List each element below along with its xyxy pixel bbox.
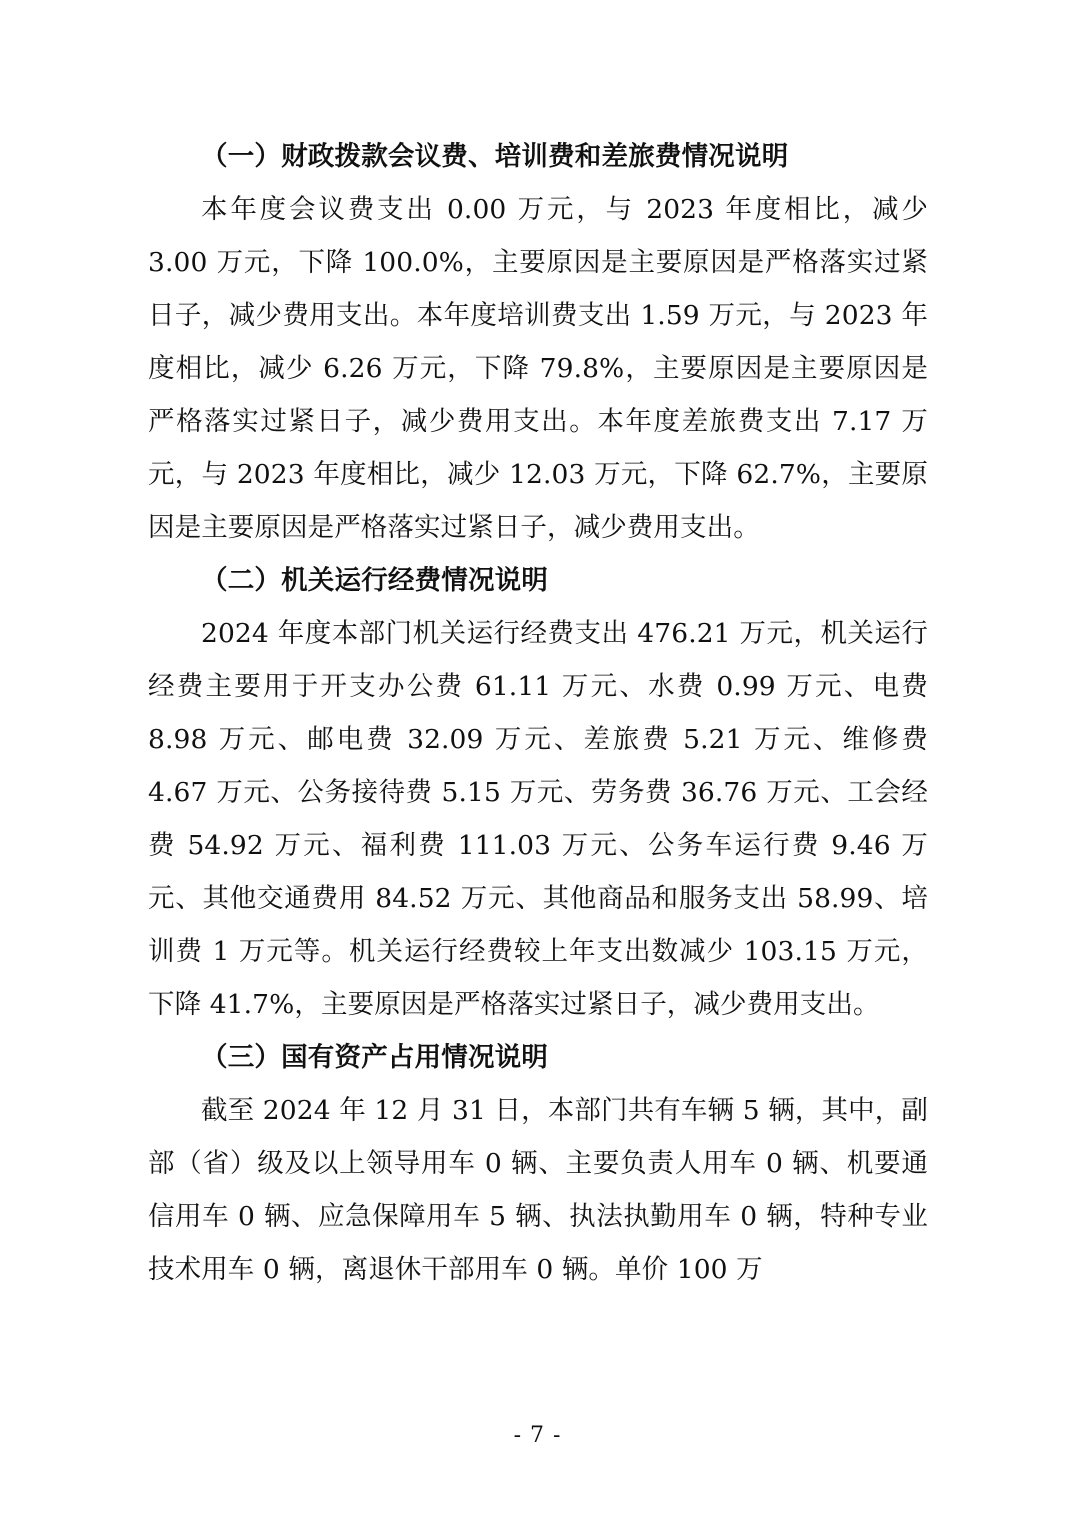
section-heading-1: （一）财政拨款会议费、培训费和差旅费情况说明	[201, 141, 789, 172]
section-heading-3: （三）国有资产占用情况说明	[201, 1042, 549, 1073]
page-number: - 7 -	[513, 1423, 562, 1448]
section-paragraph-2: 2024 年度本部门机关运行经费支出 476.21 万元，机关运行经费主要用于开支办公费 61.11 万元、水费 0.99 万元、电费 8.98 万元、邮电费 32.09 万元、差旅费 5.21 万元、维修费 4.67 万元、公务接待费 5.15 万元、劳务费 36.76 万元、工会经费 54.92 万元、福利费 111.03 万元、公务车运行费 9.46 万元、其他交通费用 84.52 万元、其他商品和服务支出 58.99、培训费 1 万元等。机关运行经费较上年支出数减少 103.15 万元，下降 41.7%，主要原因是严格落实过紧日子，减少费用支出。	[148, 618, 928, 1020]
section-paragraph-3: 截至 2024 年 12 月 31 日，本部门共有车辆 5 辆，其中，副部（省）级及以上领导用车 0 辆、主要负责人用车 0 辆、机要通信用车 0 辆、应急保障用车 5 辆、执法执勤用车 0 辆，特种专业技术用车 0 辆，离退休干部用车 0 辆。单价 100 万	[148, 1095, 928, 1285]
section-heading-2: （二）机关运行经费情况说明	[201, 565, 549, 596]
document-body	[148, 130, 928, 1296]
section-paragraph-1: 本年度会议费支出 0.00 万元，与 2023 年度相比，减少 3.00 万元，下降 100.0%，主要原因是主要原因是严格落实过紧日子，减少费用支出。本年度培训费支出 1.59 万元，与 2023 年度相比，减少 6.26 万元，下降 79.8%，主要原因是主要原因是严格落实过紧日子，减少费用支出。本年度差旅费支出 7.17 万元，与 2023 年度相比，减少 12.03 万元，下降 62.7%，主要原因是主要原因是严格落实过紧日子，减少费用支出。	[148, 194, 928, 543]
